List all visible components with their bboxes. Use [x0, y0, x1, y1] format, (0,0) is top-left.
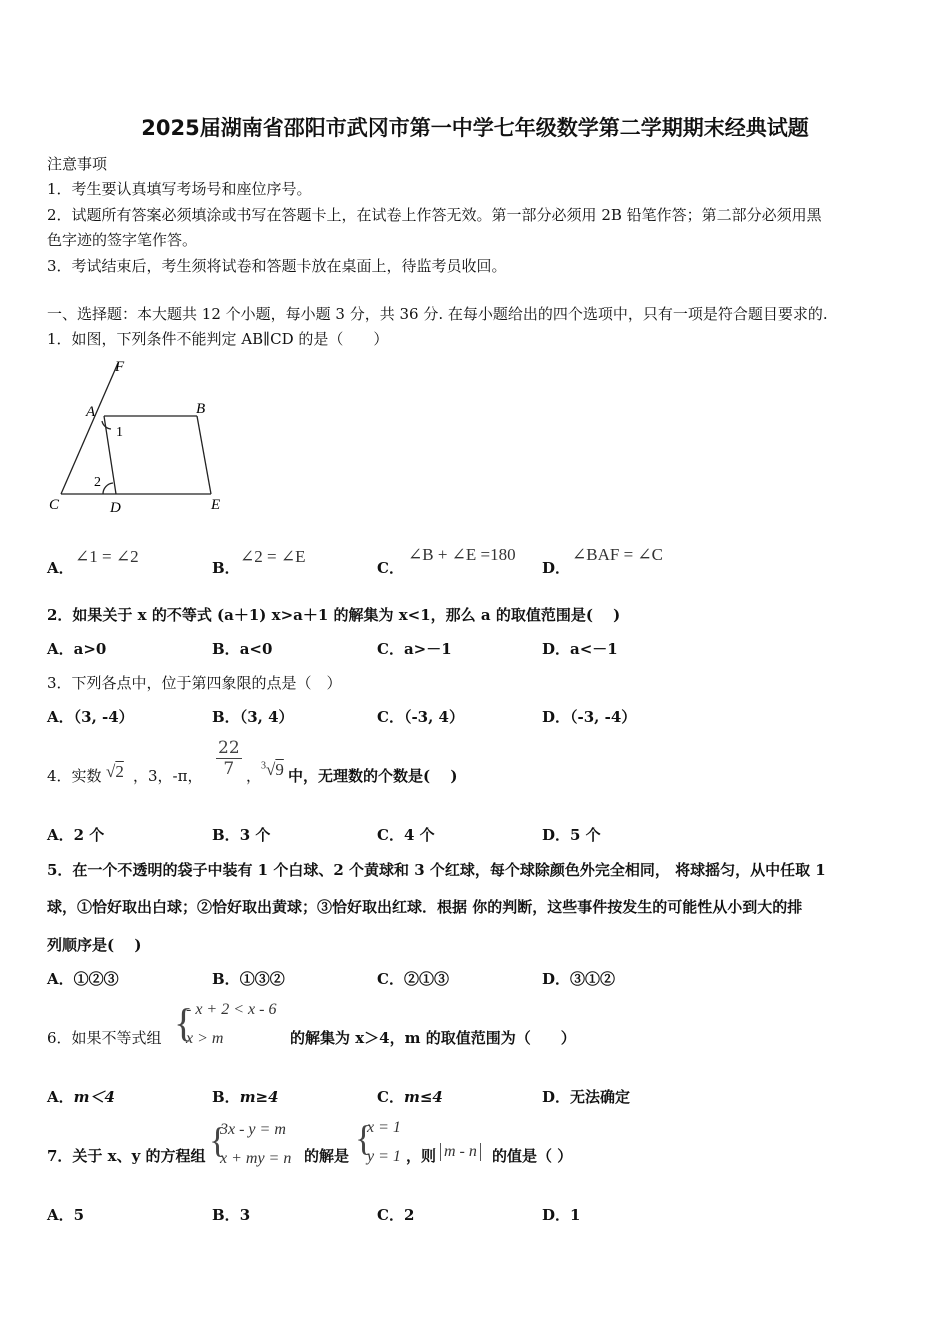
label-F: F: [115, 359, 125, 375]
label-D: D: [110, 500, 121, 516]
q5-option-c: ②①③: [403, 970, 449, 988]
q4-frac-num: 22: [218, 738, 240, 758]
q1-option-c: ∠B + ∠E =180: [408, 545, 516, 564]
q6-option-d-label: D．: [542, 1088, 571, 1106]
q4-cbrt-index: 3: [261, 760, 266, 772]
q3-option-c-label: C．: [377, 708, 404, 726]
q7-prefix: 7．关于 x、y 的方程组: [47, 1147, 206, 1165]
q6-option-c: m≤4: [403, 1088, 443, 1106]
q7-option-b-label: B．: [212, 1206, 240, 1224]
q4-comma: ，: [246, 767, 262, 785]
q2-option-d: a<－1: [570, 640, 618, 658]
q6-option-a: m＜4: [73, 1088, 115, 1106]
q4-fraction: [216, 738, 242, 779]
q2-option-b-label: B．: [212, 640, 240, 658]
q1-option-b: ∠2 = ∠E: [240, 547, 306, 566]
q2-option-b: a<0: [239, 640, 273, 658]
q5-option-d-label: D．: [542, 970, 571, 988]
q2-stem: 2．如果关于 x 的不等式 (a＋1) x>a＋1 的解集为 x<1，那么 a 的取值范围是( ): [47, 606, 621, 624]
q7-brace-1: {: [209, 1120, 227, 1160]
q7-mid: 的解是: [304, 1147, 350, 1165]
q1-figure: [45, 355, 235, 520]
q1-option-d: ∠BAF = ∠C: [572, 545, 663, 564]
q4-option-c: 4 个: [403, 826, 435, 844]
q6-ineq-2: x > m: [186, 1030, 224, 1047]
q7-option-b: 3: [239, 1206, 251, 1224]
q1-option-d-label: D．: [542, 559, 571, 577]
q6-option-d: 无法确定: [570, 1088, 631, 1106]
q6-option-b: m≥4: [239, 1088, 279, 1106]
q5-option-d: ③①②: [570, 970, 616, 988]
q1-option-b-label: B．: [212, 559, 240, 577]
q6-suffix: 的解集为 x＞4，m 的取值范围为（ ）: [290, 1029, 576, 1047]
q1-stem: 1．如图，下列条件不能判定 AB∥CD 的是（ ）: [47, 330, 389, 348]
label-E: E: [211, 497, 221, 513]
q2-option-c-label: C．: [377, 640, 404, 658]
label-A: A: [86, 404, 96, 420]
q4-suffix: 中，无理数的个数是( ): [288, 767, 458, 785]
q3-option-d: （-3, -4）: [570, 708, 637, 726]
q3-option-d-label: D．: [542, 708, 571, 726]
q4-option-c-label: C．: [377, 826, 404, 844]
q7-suffix: 的值是（ ）: [492, 1147, 573, 1165]
q6-option-c-label: C．: [377, 1088, 404, 1106]
q2-option-d-label: D．: [542, 640, 571, 658]
q4-option-d: 5 个: [570, 826, 601, 844]
notice-heading: 注意事项: [47, 155, 108, 173]
q5-option-b: ①③②: [239, 970, 285, 988]
q3-option-a-label: A．: [47, 708, 74, 726]
q4-option-b: 3 个: [239, 826, 271, 844]
q4-prefix: 4．实数: [47, 767, 102, 785]
q6-option-a-label: A．: [47, 1088, 74, 1106]
q7-option-a: 5: [73, 1206, 85, 1224]
label-C: C: [49, 497, 60, 513]
q3-option-c: （-3, 4）: [403, 708, 464, 726]
q7-eq-1: 3x - y = m: [220, 1121, 286, 1138]
q2-option-a-label: A．: [47, 640, 74, 658]
label-B: B: [196, 401, 206, 417]
section-heading: 一、选择题：本大题共 12 个小题，每小题 3 分，共 36 分. 在每小题给出的四个选项中，只有一项是符合题目要求的.: [47, 305, 828, 323]
q5-line-3: 列顺序是( ): [47, 936, 142, 954]
q3-option-b-label: B．: [212, 708, 240, 726]
q3-stem: 3．下列各点中，位于第四象限的点是（ ）: [47, 674, 342, 692]
angle-1-arc: [102, 421, 111, 429]
q7-option-d: 1: [570, 1206, 581, 1224]
q3-option-a: （3, -4）: [73, 708, 134, 726]
q4-cbrt: $^3$√9: [261, 760, 284, 779]
notice-item-3: 3．考试结束后，考生须将试卷和答题卡放在桌面上，待监考员收回。: [47, 257, 507, 275]
q7-option-c: 2: [403, 1206, 415, 1224]
label-angle-1: 1: [116, 425, 123, 440]
q5-line-2: 球，①恰好取出白球；②恰好取出黄球；③恰好取出红球．根据 你的判断，这些事件按发生的可能性从小到大的排: [47, 898, 803, 916]
label-angle-2: 2: [94, 475, 101, 490]
q5-option-c-label: C．: [377, 970, 404, 988]
q5-option-a: ①②③: [73, 970, 119, 988]
q2-option-c: a>－1: [403, 640, 452, 658]
q6-brace: {: [174, 1000, 194, 1045]
q7-sol-1: x = 1: [367, 1119, 401, 1136]
q5-option-a-label: A．: [47, 970, 74, 988]
q7-option-d-label: D．: [542, 1206, 571, 1224]
q7-brace-2: {: [355, 1118, 373, 1158]
q4-option-a-label: A．: [47, 826, 74, 844]
q4-option-d-label: D．: [542, 826, 571, 844]
q4-option-a: 2 个: [73, 826, 105, 844]
q1-option-a: ∠1 = ∠2: [75, 547, 139, 566]
q7-abs: m - n: [440, 1143, 481, 1161]
notice-item-2: 2．试题所有答案必须填涂或书写在答题卡上，在试卷上作答无效。第一部分必须用 2B 铅笔作答；第二部分必须用黑: [47, 206, 822, 224]
q4-sqrt2: √2: [106, 762, 124, 781]
q3-option-b: （3, 4）: [239, 708, 294, 726]
page-title: 2025届湖南省邵阳市武冈市第一中学七年级数学第二学期期末经典试题: [141, 116, 809, 140]
q4-option-b-label: B．: [212, 826, 240, 844]
line-BE: [197, 416, 211, 494]
q7-option-a-label: A．: [47, 1206, 74, 1224]
q4-cbrt-value: 9: [275, 760, 284, 779]
notice-item-1: 1．考生要认真填写考场号和座位序号。: [47, 180, 312, 198]
q7-option-c-label: C．: [377, 1206, 404, 1224]
notice-item-2-cont: 色字迹的签字笔作答。: [47, 231, 198, 249]
q7-eq-2: x + my = n: [220, 1150, 292, 1167]
q1-option-a-label: A．: [47, 559, 74, 577]
q4-mid: ，3，-π，: [133, 767, 203, 785]
q4-sqrt2-value: 2: [115, 762, 124, 781]
q7-sol-2: y = 1: [367, 1148, 401, 1165]
q4-frac-den: 7: [223, 759, 235, 779]
q7-mid2: ，则: [406, 1147, 437, 1165]
q5-line-1: 5．在一个不透明的袋子中装有 1 个白球、2 个黄球和 3 个红球，每个球除颜色外完全相同， 将球摇匀，从中任取 1: [47, 861, 826, 879]
q6-prefix: 6．如果不等式组: [47, 1029, 162, 1047]
q1-option-c-label: C．: [377, 559, 404, 577]
q2-option-a: a>0: [73, 640, 107, 658]
q5-option-b-label: B．: [212, 970, 240, 988]
q6-option-b-label: B．: [212, 1088, 240, 1106]
q6-ineq-1: - x + 2 < x - 6: [186, 1001, 277, 1018]
angle-2-arc: [103, 483, 113, 494]
